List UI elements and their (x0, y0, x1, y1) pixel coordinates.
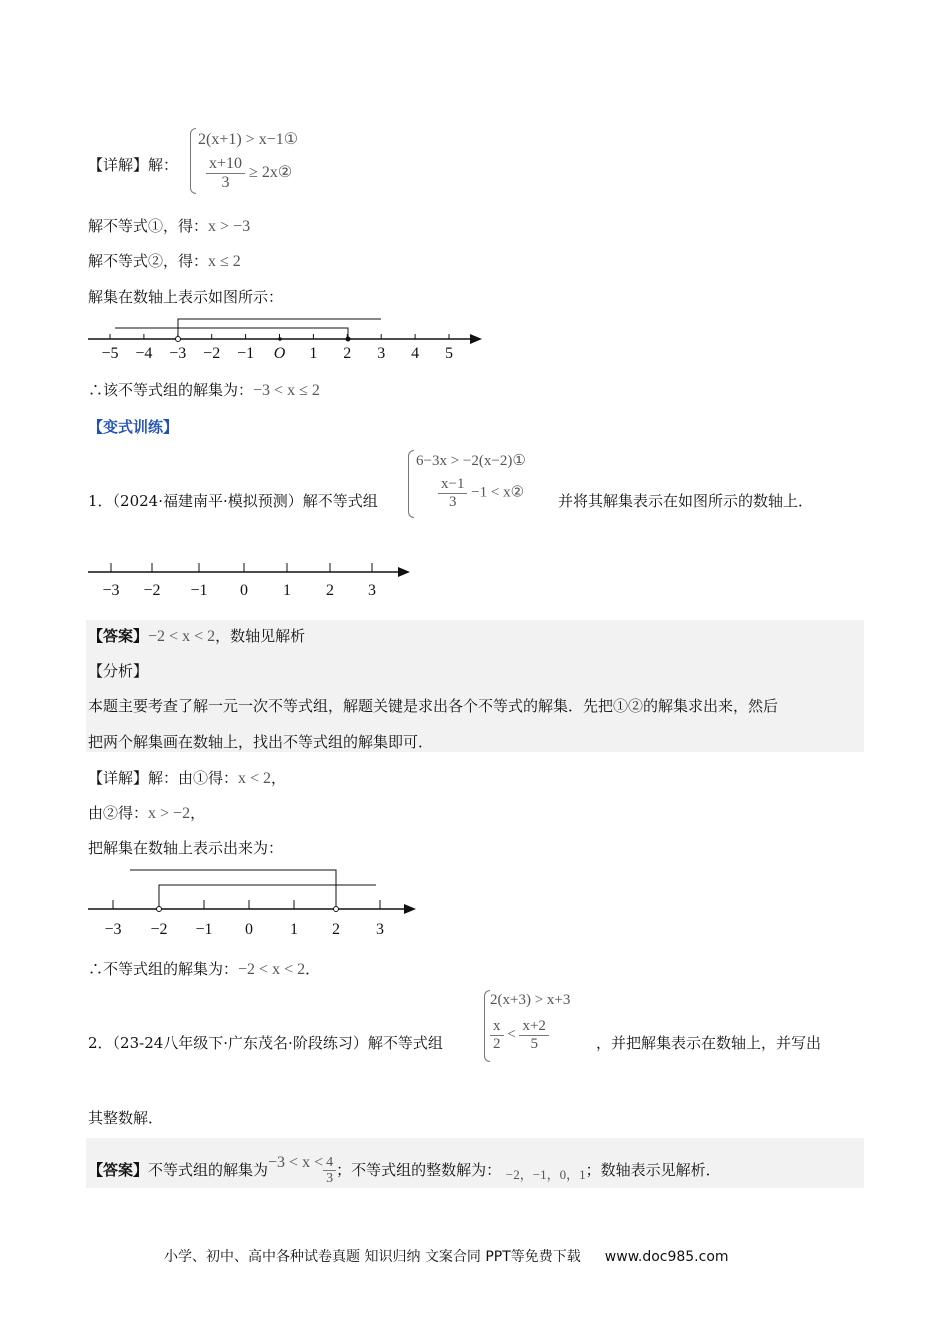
section-title: 【变式训练】 (88, 418, 179, 436)
tick-label: 2 (343, 345, 352, 362)
q2-prefix: 2．（23-24八年级下·广东茂名·阶段练习）解不等式组 (88, 1034, 443, 1052)
analysis-line-1: 本题主要考查了解一元一次不等式组，解题关键是求出各个不等式的解集．先把①②的解集求出来，然后 (88, 697, 779, 715)
tick-label: 5 (445, 345, 453, 362)
answer-math: −2 < x < 2 (148, 628, 216, 645)
int: −2 (505, 1166, 520, 1182)
q1-detail-2 (88, 802, 205, 823)
frac-num: x+2 (519, 1018, 548, 1036)
tick-label: 1 (290, 921, 298, 938)
tick-label: 0 (240, 582, 248, 599)
frac-num: x+10 (206, 155, 245, 174)
tick-label: 1 (283, 582, 291, 599)
q1-detail-3: 把解集在数轴上表示出来为： (88, 839, 284, 857)
tick-label: −5 (101, 345, 119, 362)
q2-suffix: ，并把解集表示在数轴上，并写出 (596, 1034, 822, 1052)
number-line-3 (0, 860, 420, 945)
origin-point (278, 337, 282, 341)
brace (190, 128, 196, 194)
conclusion-1 (88, 379, 320, 400)
answer-text: ；数轴表示见解析． (585, 1160, 721, 1179)
int: 0 (559, 1166, 567, 1182)
tick-label: −3 (104, 921, 122, 938)
brace (408, 450, 414, 518)
answer-text: ，数轴见解析 (215, 627, 306, 645)
step-1 (88, 215, 250, 236)
q1-suffix: 并将其解集表示在如图所示的数轴上． (558, 492, 814, 510)
analysis-label: 【分析】 (88, 662, 149, 680)
tick-label: −1 (190, 582, 208, 599)
frac-den: 3 (326, 1171, 334, 1187)
step-math: x > −3 (208, 218, 251, 235)
q2-line-2: 其整数解． (88, 1109, 164, 1127)
step-text: 解不等式①，得： (88, 217, 209, 235)
solution-bracket-2 (159, 885, 376, 909)
frac-den: 3 (221, 173, 230, 191)
frac-den: 3 (448, 493, 457, 510)
detail-math: x < 2 (238, 770, 272, 787)
ineq-rest: ≥ 2x② (249, 163, 293, 181)
q1-answer (88, 625, 305, 646)
arrow-icon (470, 334, 482, 344)
number-line-1 (0, 310, 500, 365)
inequality-1: 2(x+1) > x−1① (198, 131, 299, 148)
tick-label: 3 (377, 345, 386, 362)
tick-label: 2 (326, 582, 334, 599)
ineq-rest: −1 < x② (471, 484, 525, 501)
tick-label: −2 (143, 582, 161, 599)
open-point (157, 907, 162, 912)
comma: ， (271, 769, 287, 787)
detail-math: x > −2 (148, 805, 191, 822)
step-3: 解集在数轴上表示如图所示： (88, 288, 284, 306)
open-point (176, 337, 181, 342)
footer-text: 小学、初中、高中各种试卷真题 知识归纳 文案合同 PPT等免费下载 (164, 1249, 581, 1265)
tick-label: O (273, 345, 286, 362)
detail-text: 由②得： (88, 804, 149, 822)
tick-label: −2 (150, 921, 168, 938)
tick-label: 0 (245, 921, 253, 938)
answer-math: −3 < x < (268, 1153, 324, 1171)
step-2 (88, 250, 241, 271)
step-text: 解不等式②，得： (88, 252, 209, 270)
q2-inequality-2 (490, 1018, 549, 1052)
solution-bracket-1 (130, 870, 336, 909)
less-than: < (507, 1026, 516, 1043)
period: ． (305, 960, 321, 978)
sep: ， (519, 1166, 533, 1182)
answer-label: 【答案】 (88, 1160, 149, 1179)
tick-label: −3 (169, 345, 187, 362)
frac-num: x (490, 1018, 504, 1036)
conclusion-math: −2 < x < 2 (238, 961, 306, 978)
q1-inequality-1: 6−3x > −2(x−2)① (416, 453, 526, 469)
footer-site-link[interactable]: www.doc985.com (604, 1249, 729, 1265)
q1-inequality-2 (438, 476, 524, 510)
integer-solutions (506, 1167, 586, 1182)
closed-point (346, 337, 351, 342)
inequality-2 (206, 155, 292, 191)
q1-detail-1 (88, 767, 286, 788)
frac-num: 4 (323, 1155, 336, 1171)
arrow-icon (404, 904, 416, 914)
sep: ， (566, 1166, 580, 1182)
tick-label: 4 (411, 345, 420, 362)
analysis-line-2: 把两个解集画在数轴上，找出不等式组的解集即可． (88, 733, 434, 751)
tick-label: 3 (376, 921, 384, 938)
q2-inequality-1: 2(x+3) > x+3 (490, 992, 571, 1008)
conclusion-text: ∴不等式组的解集为： (88, 960, 239, 978)
q1-conclusion (88, 958, 320, 979)
q1-prefix: 1．（2024·福建南平·模拟预测）解不等式组 (88, 492, 378, 510)
answer-text: 不等式组的解集为 (148, 1160, 269, 1179)
open-point (334, 907, 339, 912)
footer (164, 1246, 729, 1266)
step-math: x ≤ 2 (208, 253, 241, 270)
int: −1 (532, 1166, 547, 1182)
comma: ， (190, 804, 206, 822)
tick-label: −3 (102, 582, 120, 599)
tick-label: 2 (332, 921, 340, 938)
answer-label: 【答案】 (88, 627, 149, 645)
frac-num: x−1 (438, 476, 467, 494)
tick-label: 3 (368, 582, 376, 599)
int: 1 (579, 1166, 586, 1182)
conclusion-math: −3 < x ≤ 2 (253, 382, 320, 399)
conclusion-text: ∴该不等式组的解集为： (88, 381, 254, 399)
arrow-icon (398, 567, 410, 577)
tick-label: −2 (203, 345, 221, 362)
frac-den: 2 (493, 1035, 501, 1052)
tick-label: −1 (195, 921, 213, 938)
tick-label: 1 (309, 345, 318, 362)
tick-label: −1 (237, 345, 255, 362)
q2-answer (88, 1155, 721, 1187)
number-line-2 (0, 555, 420, 605)
frac-den: 5 (530, 1035, 538, 1052)
detail-text: 【详解】解：由①得： (88, 769, 239, 787)
tick-label: −4 (135, 345, 153, 362)
answer-text: ；不等式组的整数解为： (336, 1160, 502, 1179)
detail-label: 【详解】解： (88, 156, 179, 174)
sep: ， (546, 1166, 560, 1182)
